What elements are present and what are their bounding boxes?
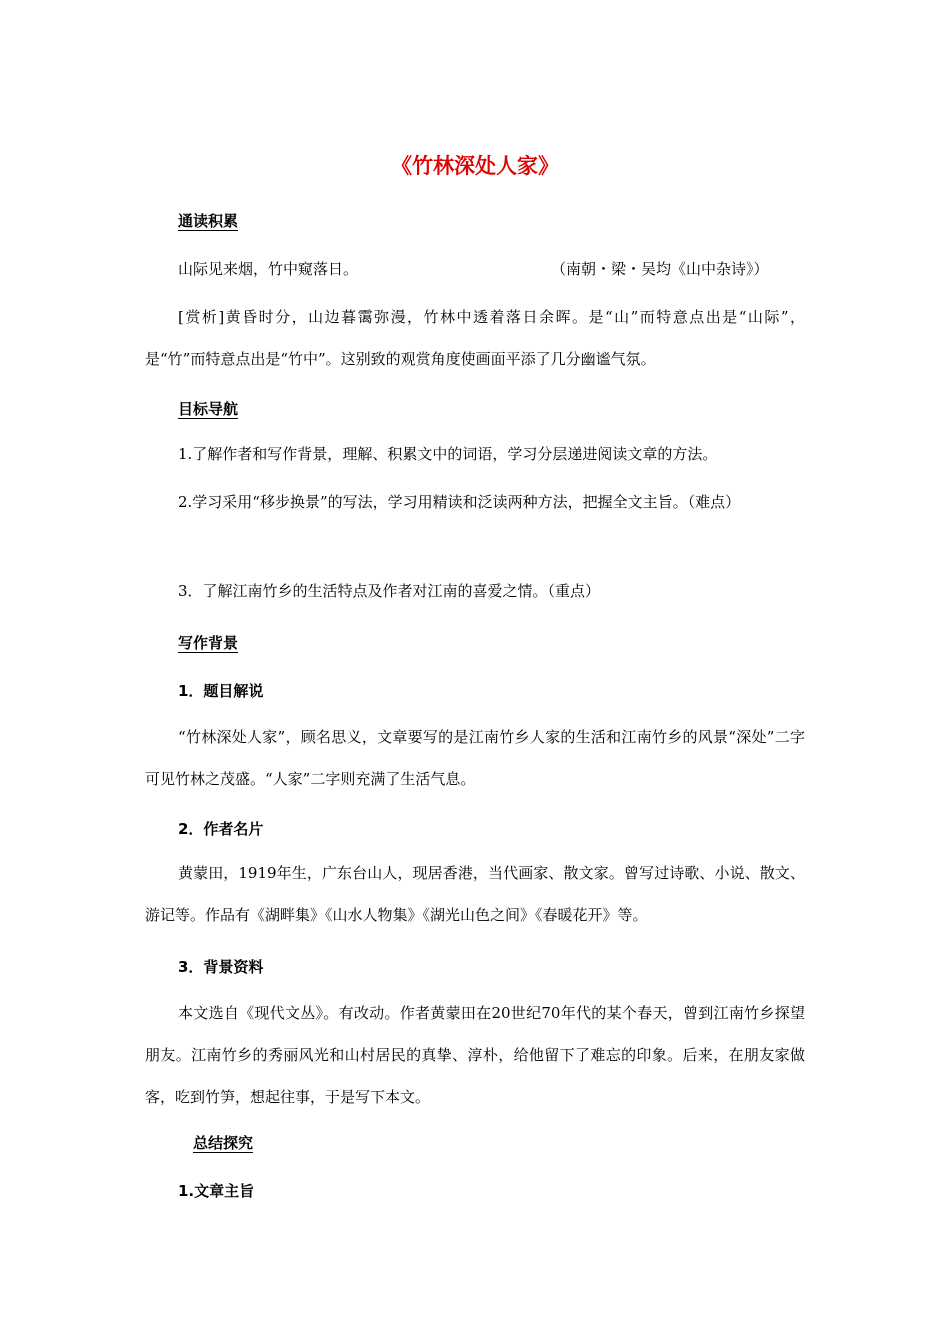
subheading-theme: 1.文章主旨	[178, 1182, 255, 1200]
title-explanation-paragraph: “竹林深处人家”，顾名思义，文章要写的是江南竹乡人家的生活和江南竹乡的风景“深处”二字可见竹林之茂盛。“人家”二字则充满了生活气息。	[145, 728, 805, 788]
subheading-background: 3．背景资料	[178, 958, 264, 976]
analysis-paragraph: [赏析]黄昏时分，山边暮霭弥漫，竹林中透着落日余晖。是“山”而特意点出是“山际”，是“竹”而特意点出是“竹中”。这别致的观赏角度使画面平添了几分幽谧气氛。	[145, 308, 805, 368]
document-title: 《竹林深处人家》	[391, 154, 559, 178]
section-heading-mubiao: 目标导航	[178, 400, 239, 418]
goal-item-2: 2.学习采用“移步换景”的写法，学习用精读和泛读两种方法，把握全文主旨。（难点）	[178, 493, 741, 511]
poem-source: （南朝・梁・吴均《山中杂诗》）	[551, 260, 769, 278]
goal-item-1: 1.了解作者和写作背景，理解、积累文中的词语，学习分层递进阅读文章的方法。	[178, 445, 718, 463]
section-heading-xiezuo: 写作背景	[178, 634, 239, 652]
section-heading-zongjie: 总结探究	[193, 1134, 254, 1152]
subheading-author-card: 2．作者名片	[178, 820, 264, 838]
goal-item-3: 3．了解江南竹乡的生活特点及作者对江南的喜爱之情。（重点）	[178, 582, 601, 600]
background-paragraph: 本文选自《现代文丛》。有改动。作者黄蒙田在20世纪70年代的某个春天，曾到江南竹乡探望朋友。江南竹乡的秀丽风光和山村居民的真挚、淳朴，给他留下了难忘的印象。后来，在朋友家做客，吃到竹笋，想起往事，于是写下本文。	[145, 1004, 805, 1106]
subheading-title-explanation: 1．题目解说	[178, 682, 264, 700]
author-card-paragraph: 黄蒙田，1919年生，广东台山人，现居香港，当代画家、散文家。曾写过诗歌、小说、散文、游记等。作品有《湖畔集》《山水人物集》《湖光山色之间》《春暖花开》等。	[145, 864, 805, 924]
poem-line: 山际见来烟，竹中窥落日。	[178, 260, 359, 278]
section-heading-tongdu: 通读积累	[178, 212, 239, 230]
